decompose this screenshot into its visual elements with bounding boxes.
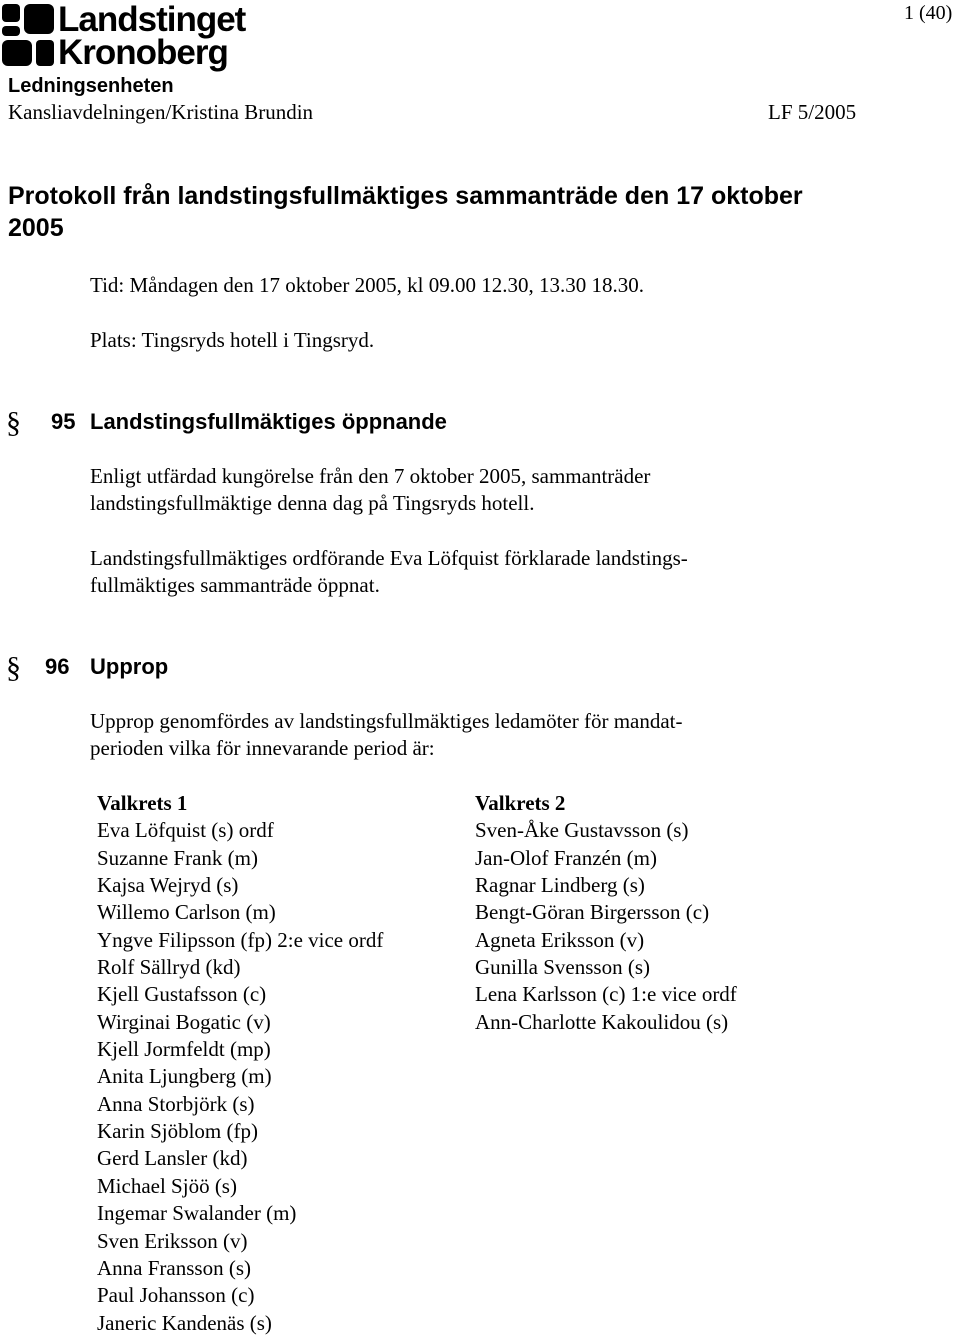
list-item: Paul Johansson (c) — [97, 1283, 255, 1308]
logo-square-icon — [2, 40, 32, 66]
section-95-paragraph-2-line-2: fullmäktiges sammanträde öppnat. — [90, 573, 380, 597]
valkrets-1-list — [97, 790, 383, 1337]
list-item: Karin Sjöblom (fp) — [97, 1119, 258, 1144]
list-item: Ragnar Lindberg (s) — [475, 873, 645, 898]
list-item: Jan-Olof Franzén (m) — [475, 845, 657, 870]
list-item: Rolf Sällryd (kd) — [97, 955, 241, 980]
list-item: Gunilla Svensson (s) — [475, 955, 650, 980]
meeting-time: Tid: Måndagen den 17 oktober 2005, kl 09.00 12.30, 13.30 18.30. — [90, 273, 644, 297]
logo-square-icon — [36, 40, 54, 66]
logo-square-icon — [2, 26, 20, 36]
section-95-paragraph-1-line-1: Enligt utfärdad kungörelse från den 7 oktober 2005, sammanträder — [90, 464, 651, 488]
list-item: Willemo Carlson (m) — [97, 900, 276, 925]
list-item: Kajsa Wejryd (s) — [97, 873, 239, 898]
list-item: Bengt-Göran Birgersson (c) — [475, 900, 710, 925]
section-symbol: § — [6, 406, 21, 439]
list-item: Ingemar Swalander (m) — [97, 1201, 297, 1226]
list-item: Agneta Eriksson (v) — [475, 927, 645, 952]
page-number: 1 (40) — [904, 2, 953, 24]
list-item: Anita Ljungberg (m) — [97, 1064, 272, 1089]
list-item: Kjell Gustafsson (c) — [97, 982, 267, 1007]
list-item: Kjell Jormfeldt (mp) — [97, 1037, 271, 1062]
list-item: Sven-Åke Gustavsson (s) — [475, 818, 689, 843]
landstinget-kronoberg-logo — [2, 2, 282, 70]
section-95-heading: Landstingsfullmäktiges öppnande — [90, 409, 447, 434]
valkrets-1-heading: Valkrets 1 — [97, 791, 188, 815]
list-item: Anna Fransson (s) — [97, 1255, 251, 1280]
section-96-paragraph-line-1: Upprop genomfördes av landstingsfullmäktiges ledamöter för mandat- — [90, 709, 683, 733]
list-item: Michael Sjöö (s) — [97, 1173, 237, 1198]
list-item: Ann-Charlotte Kakoulidou (s) — [475, 1009, 729, 1034]
list-item: Wirginai Bogatic (v) — [97, 1009, 271, 1034]
unit-name: Ledningsenheten — [8, 75, 174, 97]
logo-text-line2: Kronoberg — [58, 33, 228, 72]
logo-square-icon — [24, 4, 54, 34]
document-number: LF 5/2005 — [768, 100, 857, 124]
list-item: Janeric Kandenäs (s) — [97, 1310, 272, 1335]
list-item: Sven Eriksson (v) — [97, 1228, 248, 1253]
section-96-paragraph-line-2: perioden vilka för innevarande period är: — [90, 736, 435, 760]
valkrets-2-list — [475, 790, 737, 1036]
logo-text-line1: Landstinget — [58, 0, 246, 39]
section-96-number: 96 — [45, 654, 70, 679]
section-95-paragraph-1-line-2: landstingsfullmäktige denna dag på Tingsryds hotell. — [90, 491, 535, 515]
list-item: Lena Karlsson (c) 1:e vice ordf — [475, 982, 737, 1007]
department: Kansliavdelningen/Kristina Brundin — [8, 100, 314, 124]
list-item: Anna Storbjörk (s) — [97, 1091, 255, 1116]
list-item: Suzanne Frank (m) — [97, 845, 258, 870]
section-95-number: 95 — [51, 409, 76, 434]
meeting-place: Plats: Tingsryds hotell i Tingsryd. — [90, 328, 375, 352]
section-symbol: § — [6, 651, 21, 684]
list-item: Yngve Filipsson (fp) 2:e vice ordf — [97, 927, 384, 952]
list-item: Gerd Lansler (kd) — [97, 1146, 248, 1171]
logo-square-icon — [2, 4, 20, 22]
valkrets-2-heading: Valkrets 2 — [475, 791, 566, 815]
page-title: Protokoll från landstingsfullmäktiges sammanträde den 17 oktober 2005 — [8, 182, 803, 242]
section-96-heading: Upprop — [90, 654, 169, 679]
section-95-paragraph-2-line-1: Landstingsfullmäktiges ordförande Eva Löfquist förklarade landstings- — [90, 546, 688, 570]
list-item: Eva Löfquist (s) ordf — [97, 818, 274, 843]
